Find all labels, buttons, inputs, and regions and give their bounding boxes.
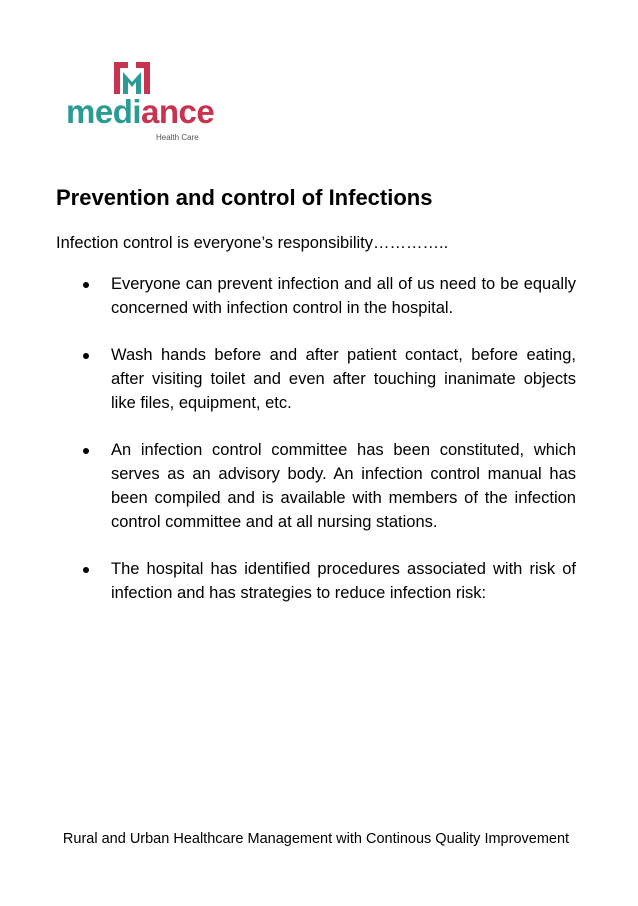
document-title: Prevention and control of Infections bbox=[56, 185, 433, 210]
bullet-text: The hospital has identified procedures associated with risk of infection and has strategies to reduce infection risk: bbox=[111, 560, 576, 602]
bullet-dot-icon bbox=[83, 448, 89, 454]
bullet-item bbox=[56, 343, 576, 415]
bullet-dot-icon bbox=[83, 567, 89, 573]
bullet-item bbox=[56, 438, 576, 534]
bullet-text: An infection control committee has been constituted, which serves as an advisory body. An infection control manual has been compiled and is available with members of the infection control committee and at all nursing stations. bbox=[111, 441, 576, 531]
logo-wordmark bbox=[66, 92, 214, 132]
logo-word-part2: ance bbox=[141, 93, 215, 130]
bullet-item bbox=[56, 557, 576, 605]
bullet-dot-icon bbox=[83, 282, 89, 288]
bullet-text: Wash hands before and after patient contact, before eating, after visiting toilet and even after touching inanimate objects like files, equipment, etc. bbox=[111, 346, 576, 412]
logo-tagline: Health Care bbox=[156, 133, 199, 142]
bullet-list bbox=[56, 272, 576, 628]
page-footer: Rural and Urban Healthcare Management with Continous Quality Improvement bbox=[62, 831, 570, 847]
document-subtitle: Infection control is everyone’s responsibility………….. bbox=[56, 234, 449, 252]
logo-word-part1: medi bbox=[66, 93, 142, 130]
mediance-logo bbox=[66, 60, 215, 146]
bullet-dot-icon bbox=[83, 353, 89, 359]
bullet-item bbox=[56, 272, 576, 320]
bullet-text: Everyone can prevent infection and all of us need to be equally concerned with infection control in the hospital. bbox=[111, 275, 576, 317]
mediance-logo-mark-icon bbox=[112, 60, 152, 96]
